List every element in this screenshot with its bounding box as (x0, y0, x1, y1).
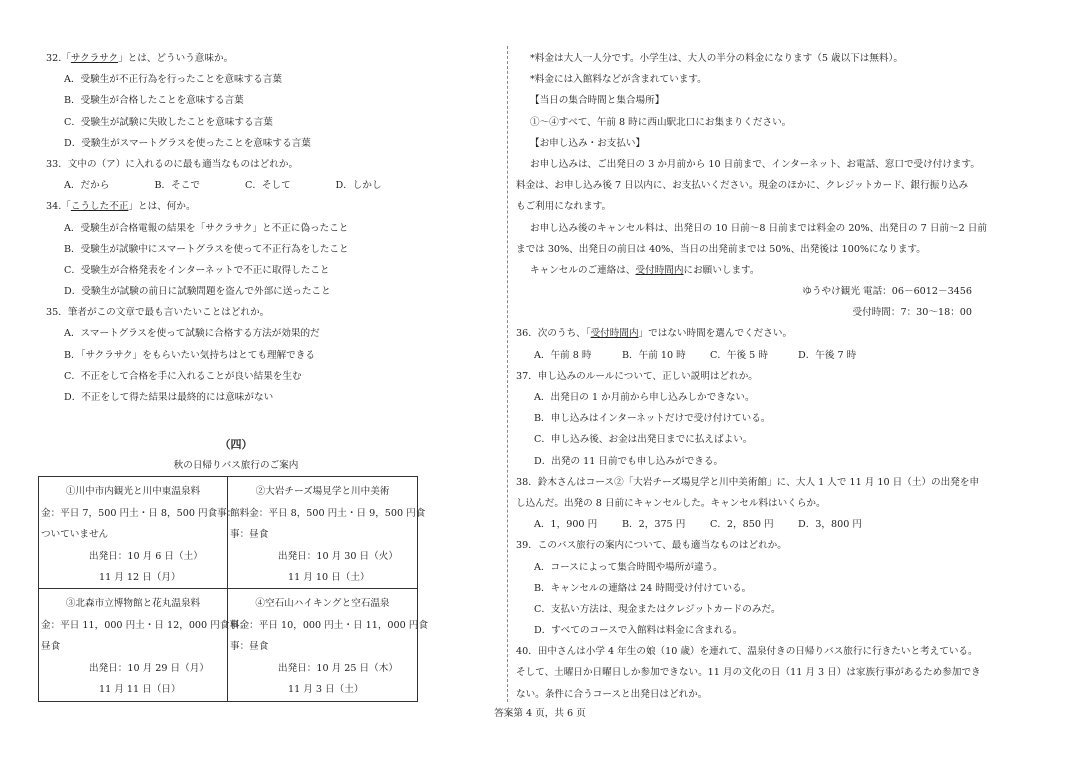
question-32: 32.「サクラサク」とは、どういう意味か。 (46, 53, 234, 64)
cancel-contact: キャンセルのご連絡は、受付時間内にお願いします。 (530, 264, 760, 276)
section-title: （四） (219, 438, 253, 452)
tour-name: ④空石山ハイキングと空石温泉 (255, 598, 390, 609)
q32-option-d: D．受験生がスマートグラスを使ったことを意味する言葉 (64, 137, 311, 149)
page-footer: 答案第 4 页，共 6 页 (494, 708, 586, 719)
tour-date: 出発日：10 月 30 日（火） (278, 550, 398, 562)
q34-option-d: D．受験生が試験の前日に試験問題を盗んで外部に送ったこと (64, 286, 331, 298)
tour-date: 出発日：10 月 25 日（木） (278, 662, 398, 674)
q34-option-a: A．受験生が合格電報の結果を「サクラサク」と不正に偽ったこと (64, 222, 349, 234)
heading-application: 【お申し込み・お支払い】 (530, 137, 646, 149)
q37-option-b: B．申し込みはインターネットだけで受け付けている。 (534, 413, 771, 425)
underlined-term: 受付時間内 (635, 264, 684, 276)
q32-option-b: B．受験生が合格したことを意味する言葉 (64, 95, 244, 107)
q34-option-c: C．受験生が合格発表をインターネットで不正に取得したこと (64, 264, 330, 276)
question-35: 35．筆者がこの文章で最も言いたいことはどれか。 (46, 307, 270, 319)
tour-price: 金：平日 7，500 円土・日 8，500 円食事： (41, 507, 237, 519)
question-36: 36．次のうち、「受付時間内」ではない時間を選んでください。 (516, 328, 793, 340)
q35-option-d: D．不正をして得た結果は最終的には意味がない (64, 392, 274, 403)
q35-option-a: A．スマートグラスを使って試験に合格する方法が効果的だ (64, 328, 320, 340)
tour-date-2: 11 月 12 日（月） (99, 572, 181, 583)
tour-date: 出発日：10 月 29 日（月） (89, 662, 209, 674)
q37-option-c: C．申し込み後、お金は出発日までに払えばよい。 (534, 434, 753, 446)
q38-option-a: A．1，900 円 (534, 519, 598, 531)
tour-table (38, 476, 428, 702)
q33-option-a: A．だから (64, 180, 110, 192)
underlined-term: サクラサク (70, 53, 119, 64)
q34-option-b: B．受験生が試験中にスマートグラスを使って不正行為をしたこと (64, 243, 349, 255)
note-admission: *料金には入館料などが含まれています。 (530, 74, 707, 86)
question-34: 34.「こうした不正」とは、何か。 (46, 201, 196, 213)
left-column (46, 48, 426, 476)
q38-option-b: B．2，375 円 (622, 519, 686, 531)
q39-option-a: A．コースによって集合時間や場所が違う。 (534, 561, 723, 573)
tour-name: ①川中市内観光と川中東温泉料 (65, 486, 201, 497)
right-column (516, 48, 987, 705)
q38-option-c: C．2，850 円 (710, 519, 774, 531)
tour-price: 料金：平日 10，000 円土・日 11，000 円食 (230, 619, 428, 631)
q36-options (516, 345, 976, 366)
tour-price-cont: 昼食 (41, 641, 61, 652)
question-40: 40．田中さんは小学 4 年生の娘（10 歳）を連れて、温泉付きの日帰りバス旅行に行きたいと考えている。 (516, 646, 978, 658)
note-child-fare: *料金は大人一人分です。小学生は、大人の半分の料金になります（5 歳以下は無料）。 (530, 53, 903, 64)
tour-price: 金：平日 11，000 円土・日 12，000 円食事： (41, 619, 249, 631)
column-divider (507, 46, 508, 702)
tour-cell-4 (228, 589, 428, 701)
q32-option-a: A．受験生が不正行為を行ったことを意味する言葉 (64, 74, 282, 86)
tour-name: ③北森市立博物館と花丸温泉料 (65, 598, 201, 609)
q39-option-c: C．支払い方法は、現金またはクレジットカードのみだ。 (534, 603, 781, 615)
q36-option-b: B．午前 10 時 (622, 349, 686, 361)
tour-date-2: 11 月 11 日（日） (99, 684, 181, 695)
meeting-info: ①～④すべて、午前 8 時に西山駅北口にお集まりください。 (530, 116, 792, 128)
section-subtitle: 秋の日帰りバス旅行のご案内 (173, 460, 299, 472)
underlined-term: こうした不正 (70, 201, 129, 213)
tour-price-cont: ついていません (41, 529, 109, 540)
q32-option-c: C．受験生が試験に失敗したことを意味する言葉 (64, 116, 273, 128)
q39-option-b: B．キャンセルの連絡は 24 時間受け付けている。 (534, 582, 752, 594)
cancel-fee-info: お申し込み後のキャンセル料は、出発日の 10 日前～8 日前までは料金の 20%、出発日の 7 日前～2 日前 (530, 222, 987, 234)
q33-option-d: D．しかし (335, 180, 382, 192)
payment-info-cont: もご利用になれます。 (516, 201, 612, 213)
q37-option-d: D．出発の 11 日前でも申し込みができる。 (534, 455, 724, 467)
office-hours: 受付時間：7：30～18：00 (852, 307, 972, 319)
underlined-term: 受付時間内 (590, 328, 639, 340)
tour-name: ②大岩チーズ場見学と川中美術 (255, 486, 390, 497)
application-info: お申し込みは、ご出発日の 3 か月前から 10 日前まで、インターネット、お電話、窓口で受け付けます。 (530, 158, 980, 170)
question-39: 39．このバス旅行の案内について、最も適当なものはどれか。 (516, 540, 787, 552)
q38-options (516, 514, 976, 535)
q33-option-c: C．そして (245, 180, 291, 192)
tour-price: 館料金：平日 8，500 円土・日 9，500 円食 (230, 507, 426, 519)
question-38: 38．鈴木さんはコース②「大岩チーズ場見学と川中美術館」に、大人 1 人で 11 月 10 日（土）の出発を申 (516, 476, 980, 488)
question-33: 33．文中の（ア）に入れるのに最も適当なものはどれか。 (46, 158, 299, 170)
tour-cell-3 (39, 589, 249, 701)
q36-option-c: C．午後 5 時 (710, 349, 768, 361)
question-38-cont: し込んだ。出発の 8 日前にキャンセルした。キャンセル料はいくらか。 (516, 497, 826, 509)
tour-date: 出発日：10 月 6 日（土） (89, 550, 203, 562)
tour-date-2: 11 月 10 日（土） (288, 572, 370, 583)
q39-option-d: D．すべてのコースで入館料は料金に含まれる。 (534, 625, 743, 637)
cancel-fee-info-cont: までは 30%、出発日の前日は 40%、当日の出発前までは 50%、出発後は 100%になります。 (516, 243, 926, 255)
q35-option-c: C．不正をして合格を手に入れることが良い結果を生む (64, 370, 302, 382)
question-40-cont-2: ない。条件に合うコースと出発日はどれか。 (516, 688, 708, 700)
q37-option-a: A．出発日の 1 か月前から申し込みしかできない。 (534, 392, 755, 403)
q38-option-d: D．3，800 円 (798, 519, 862, 531)
q33-options (46, 175, 426, 196)
tour-price-cont: 事：昼食 (230, 641, 269, 652)
tour-cell-2 (228, 477, 426, 589)
q35-option-b: B．「サクラサク」をもらいたい気持ちはとても理解できる (64, 349, 315, 361)
question-40-cont: そして、土曜日か日曜日しか参加できない。11 月の文化の日（11 月 3 日）は家族行事があるため参加でき (516, 667, 981, 679)
q36-option-d: D．午後 7 時 (798, 349, 857, 361)
heading-meeting: 【当日の集合時間と集合場所】 (530, 95, 665, 107)
payment-info: 料金は、お申し込み後 7 日以内に、お支払いください。現金のほかに、クレジットカード、銀行振り込み (516, 180, 969, 192)
company-contact: ゆうやけ観光 電話：06－6012－3456 (802, 286, 972, 298)
tour-date-2: 11 月 3 日（土） (288, 684, 364, 695)
q36-option-a: A．午前 8 時 (534, 349, 592, 361)
question-37: 37．申し込みのルールについて、正しい説明はどれか。 (516, 370, 758, 382)
tour-price-cont: 事：昼食 (230, 529, 269, 540)
q33-option-b: B．そこで (154, 180, 200, 192)
tour-cell-1 (39, 477, 237, 589)
